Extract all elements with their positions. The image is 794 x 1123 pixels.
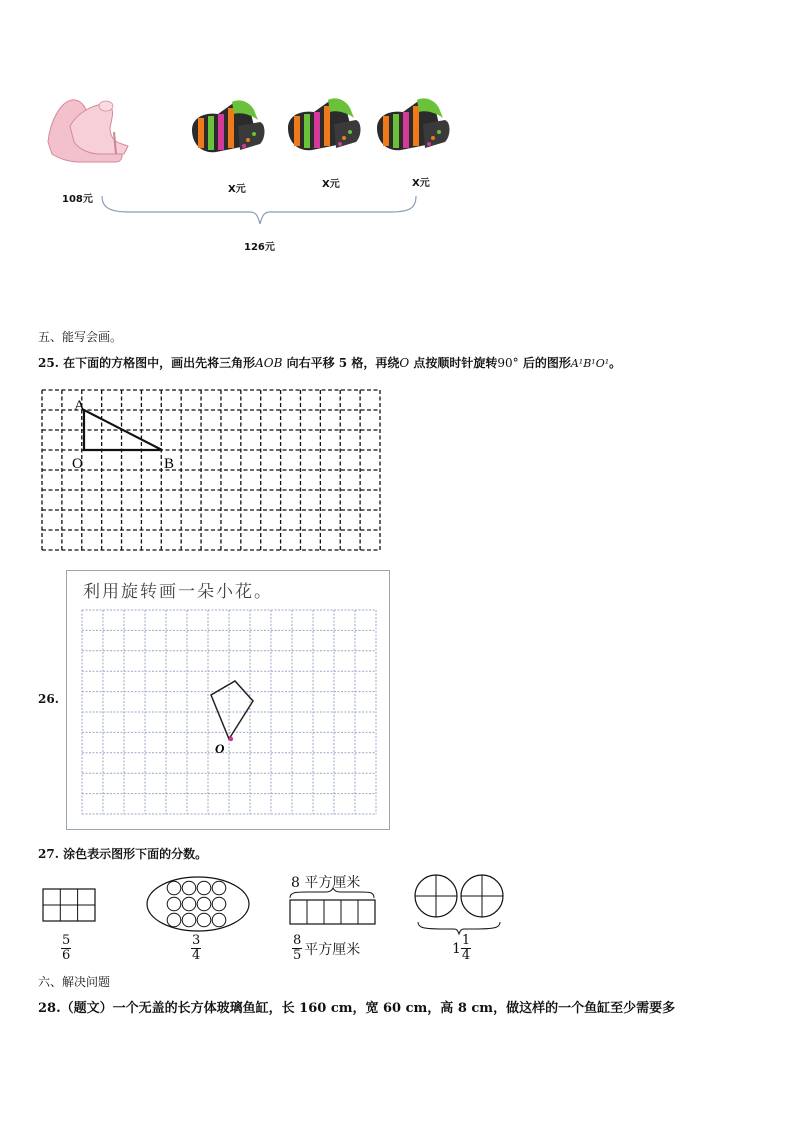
q25-aob: AOB [255, 356, 283, 370]
rectangle-sixths[interactable] [42, 888, 96, 922]
q26-number: 26. [38, 692, 59, 706]
f2-numerator: 3 [192, 933, 201, 948]
small-circle[interactable] [167, 881, 181, 895]
fraction-1-4 [461, 934, 471, 963]
q25-end: 。 [609, 356, 622, 370]
f3-denominator: 5 [293, 948, 302, 963]
small-circle[interactable] [167, 913, 181, 927]
sock-price-label-3: X元 [412, 178, 430, 189]
q26-grid[interactable] [81, 609, 377, 815]
area-bar-fifths[interactable] [288, 888, 378, 928]
shoe-price-label: 108元 [62, 194, 93, 205]
total-brace [100, 192, 420, 232]
q25-grid[interactable] [40, 388, 382, 552]
f4-denominator: 4 [461, 948, 471, 963]
sock-image-3 [373, 98, 453, 160]
q25-text-mid2: 点按顺时针旋转 [413, 356, 498, 370]
sock-price-label-1: X元 [228, 184, 246, 195]
label-a: A [74, 398, 85, 414]
fraction-8-5-area [292, 934, 360, 963]
small-circle[interactable] [197, 897, 211, 911]
sock-image-1 [188, 100, 268, 162]
f4-whole: 1 [452, 940, 461, 957]
question-25-text [38, 354, 621, 371]
small-circle[interactable] [212, 913, 226, 927]
q26-label-o: O [215, 741, 225, 756]
q25-o: O [399, 356, 410, 370]
section-5-title: 五、能写会画。 [38, 330, 123, 344]
f2-denominator: 4 [192, 948, 201, 963]
kite-shape [211, 681, 253, 739]
question-28-text [38, 997, 675, 1016]
f3-unit: 平方厘米 [304, 941, 361, 958]
section-6-title: 六、解决问题 [38, 975, 111, 989]
sock-price-label-2: X元 [322, 179, 340, 190]
oval-with-circles[interactable] [146, 876, 250, 932]
small-circle[interactable] [182, 897, 196, 911]
small-circle[interactable] [167, 897, 181, 911]
small-circle[interactable] [212, 881, 226, 895]
question-27-text [38, 845, 207, 862]
small-circle[interactable] [182, 913, 196, 927]
q27-text: 涂色表示图形下面的分数。 [63, 847, 208, 861]
small-circle[interactable] [212, 897, 226, 911]
f1-numerator: 5 [62, 933, 71, 948]
q27-number: 27. [38, 847, 59, 861]
f1-denominator: 6 [62, 948, 71, 963]
q26-figure [66, 570, 390, 830]
fraction-3-4 [191, 934, 201, 963]
small-circle[interactable] [182, 881, 196, 895]
total-price-label: 126元 [244, 242, 275, 253]
q25-text-mid: 向右平移 5 格，再绕 [286, 356, 400, 370]
q25-image-name: A¹B¹O¹ [570, 357, 610, 370]
high-heel-shoes-image [40, 92, 130, 172]
f4-numerator: 1 [461, 933, 471, 948]
rotation-center-dot [229, 737, 233, 741]
q25-angle: 90° [497, 356, 519, 370]
small-circle[interactable] [197, 881, 211, 895]
label-o: O [72, 456, 83, 472]
q28-number: 28. [38, 1001, 61, 1016]
q28-text: （题文）一个无盖的长方体玻璃鱼缸，长 160 cm，宽 60 cm，高 8 cm，做这样的一个鱼缸至少需要多 [60, 1001, 676, 1016]
fraction-8-5 [292, 934, 302, 963]
q26-title: 利用旋转画一朵小花。 [83, 582, 273, 602]
f3-numerator: 8 [293, 933, 302, 948]
mixed-number-1-1-4 [452, 934, 471, 963]
small-circle[interactable] [197, 913, 211, 927]
area-label: 8 平方厘米 [291, 875, 361, 891]
q25-number: 25. [38, 356, 59, 370]
q25-text-after: 后的图形 [522, 356, 571, 370]
label-b: B [164, 456, 175, 472]
sock-image-2 [284, 98, 364, 160]
q25-text-before: 在下面的方格图中，画出先将三角形 [63, 356, 256, 370]
fraction-5-6 [61, 934, 71, 963]
